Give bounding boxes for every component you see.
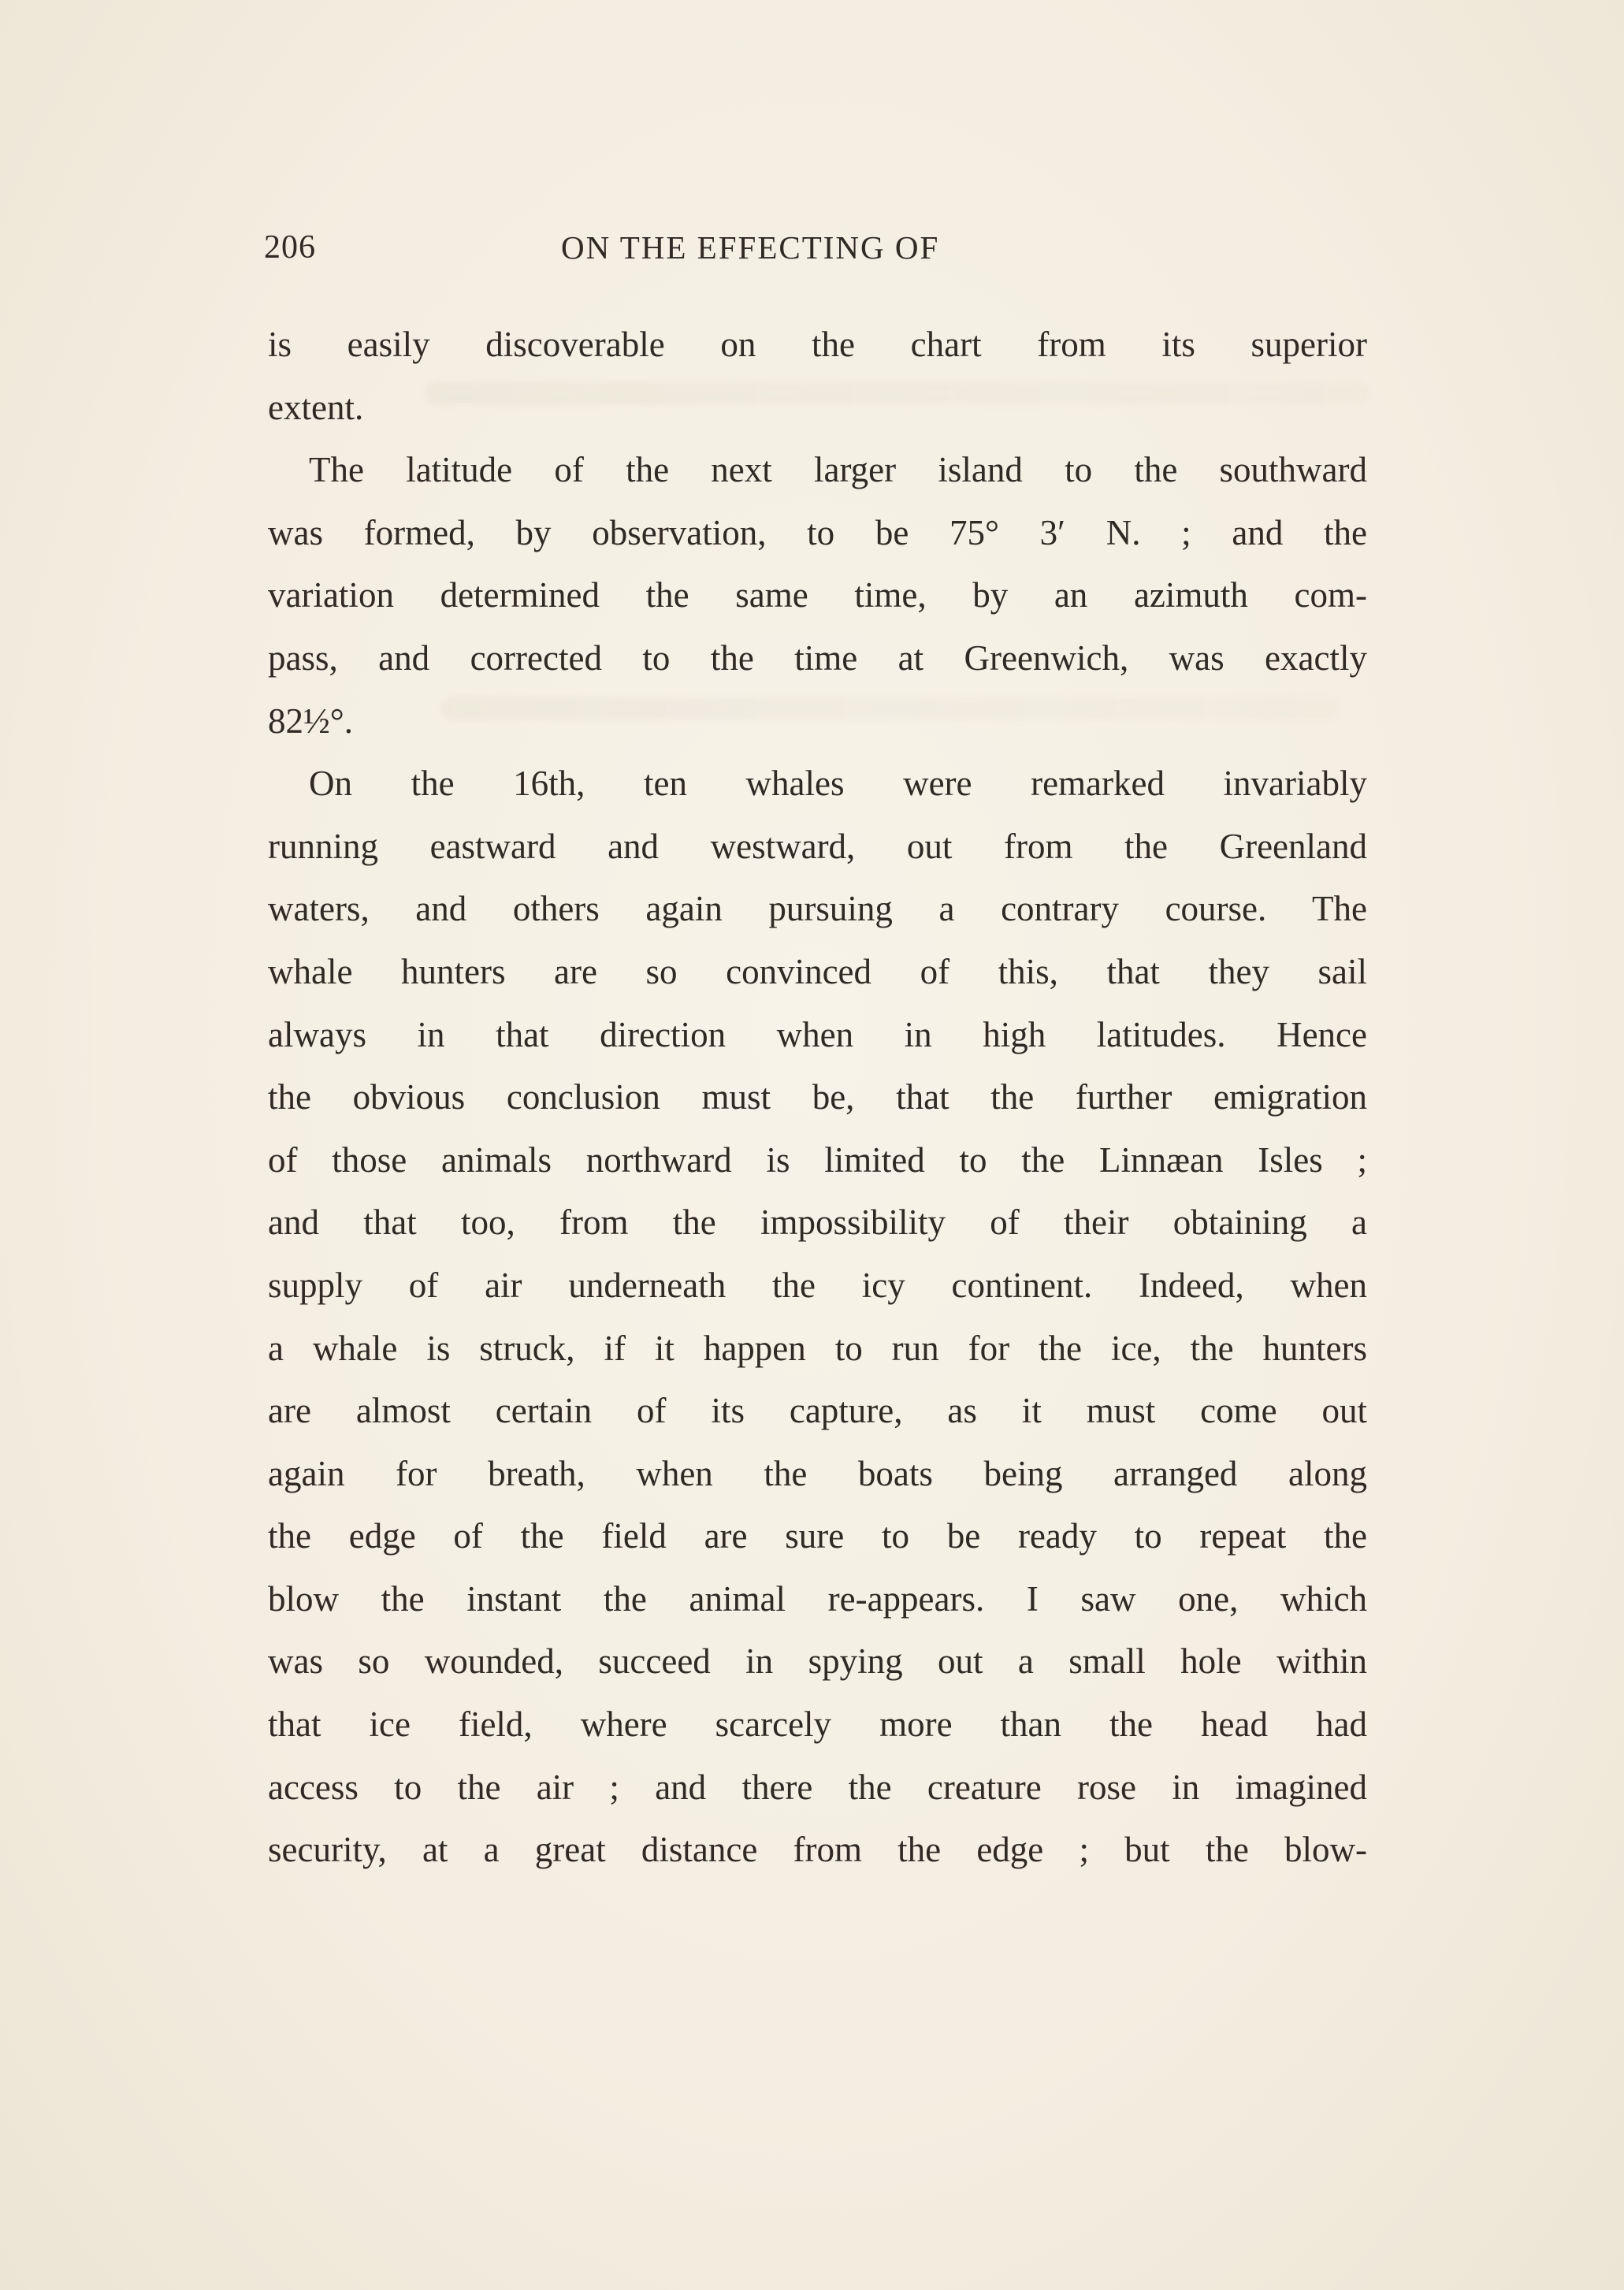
text-line: was formed, by observation, to be 75° 3′ N. ; and the	[268, 512, 1367, 552]
text-line: again for breath, when the boats being arranged along	[268, 1453, 1367, 1493]
text-line: always in that direction when in high latitudes. Hence	[268, 1014, 1367, 1054]
running-title: ON THE EFFECTING OF	[561, 229, 940, 266]
text-line: a whale is struck, if it happen to run for the ice, the hunters	[268, 1328, 1367, 1368]
text-line: the edge of the field are sure to be ready to repeat the	[268, 1516, 1367, 1556]
text-line: is easily discoverable on the chart from its superior	[268, 325, 1367, 364]
text-line: waters, and others again pursuing a contrary course. The	[268, 889, 1367, 929]
text-line: 82½°.	[268, 701, 353, 741]
text-line: was so wounded, succeed in spying out a small hole within	[268, 1641, 1367, 1682]
body-text	[268, 314, 1367, 1882]
text-line: and that too, from the impossibility of their obtaining a	[268, 1203, 1367, 1243]
text-line: the obvious conclusion must be, that the further emigration	[268, 1077, 1367, 1117]
text-line: pass, and corrected to the time at Greenwich, was exactly	[268, 638, 1367, 678]
text-line: extent.	[268, 387, 364, 427]
text-line: whale hunters are so convinced of this, that they sail	[268, 951, 1367, 991]
text-line: On the 16th, ten whales were remarked invariably	[309, 764, 1367, 804]
page-number: 206	[264, 229, 316, 266]
text-line: variation determined the same time, by an azimuth com-	[268, 575, 1367, 615]
text-line: that ice field, where scarcely more than the head had	[268, 1704, 1367, 1745]
text-line: blow the instant the animal re-appears. I saw one, which	[268, 1578, 1367, 1619]
text-line: running eastward and westward, out from the Greenland	[268, 826, 1367, 866]
text-line: access to the air ; and there the creature rose in imagined	[268, 1767, 1367, 1807]
text-line: security, at a great distance from the edge ; but the blow-	[268, 1830, 1367, 1870]
text-line: The latitude of the next larger island to the southward	[309, 450, 1367, 490]
text-line: supply of air underneath the icy continent. Indeed, when	[268, 1265, 1367, 1305]
text-line: of those animals northward is limited to the Linnæan Isles ;	[268, 1139, 1367, 1180]
text-line: are almost certain of its capture, as it must come out	[268, 1391, 1367, 1431]
page-header	[264, 229, 1068, 276]
